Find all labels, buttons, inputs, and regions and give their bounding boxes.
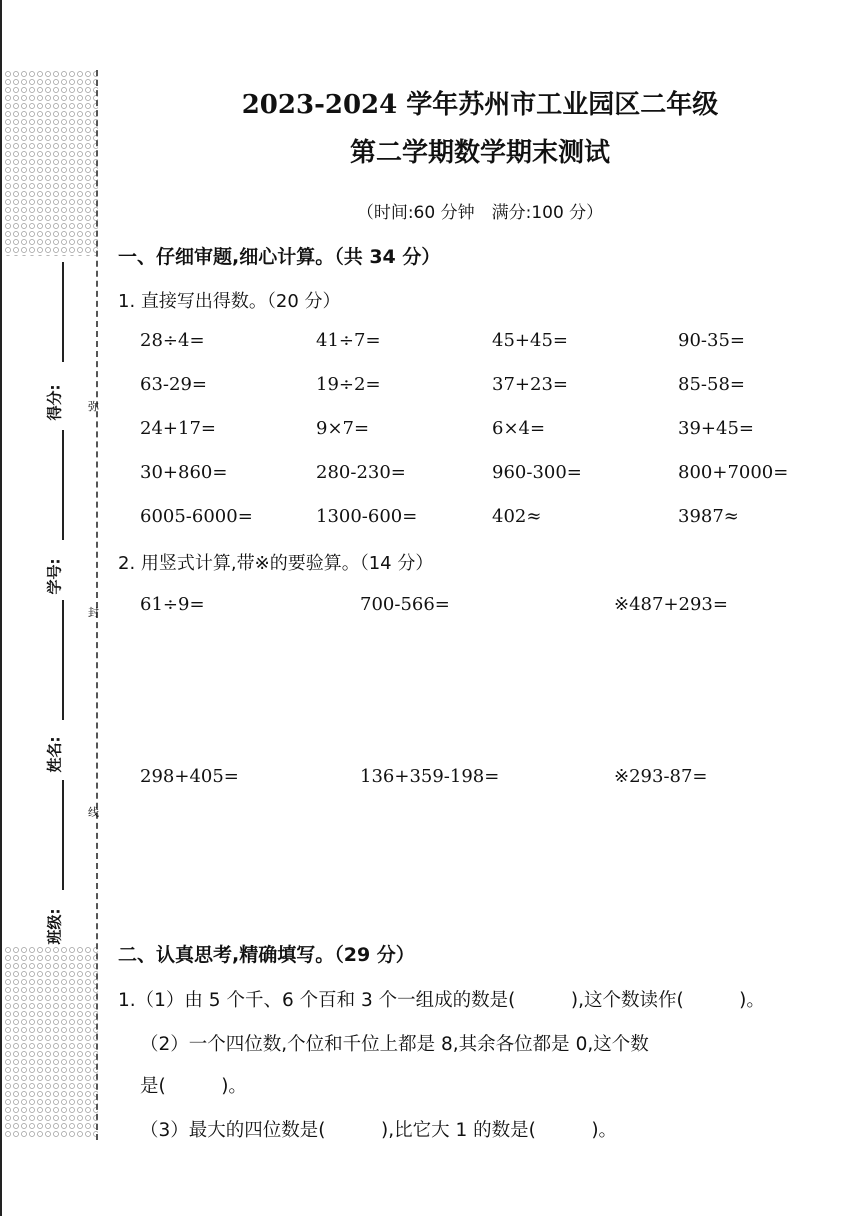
q1-label: 1. 直接写出得数。（20 分） [118,291,341,312]
left-border [0,0,2,1216]
class-label: 班级: [45,908,64,945]
q2-label: 2. 用竖式计算,带※的要验算。（14 分） [118,553,434,574]
seal-char-2: 封 [88,606,99,619]
fill-line-3: 是( )。 [140,1076,247,1097]
fill-line-4: （3）最大的四位数是( ),比它大 1 的数是( )。 [140,1120,618,1141]
id-label: 学号: [45,558,64,595]
name-label: 姓名: [45,736,64,773]
q1-problem: 28÷4= [140,330,205,351]
exam-title-line1: 2023-2024 学年苏州市工业园区二年级 [241,90,719,120]
q1-problem: 30+860= [140,462,228,483]
q2-problem: 136+359-198= [360,766,500,787]
id-line [62,430,64,540]
score-line [62,262,64,362]
q1-problem: 24+17= [140,418,216,439]
fill-line-1: 1.（1）由 5 个千、6 个百和 3 个一组成的数是( ),这个数读作( )。 [118,990,765,1011]
q1-problem: 3987≈ [678,506,739,527]
fill-line-2: （2）一个四位数,个位和千位上都是 8,其余各位都是 0,这个数 [140,1034,649,1055]
q1-problem: 37+23= [492,374,568,395]
q1-problem: 6005-6000= [140,506,253,527]
q1-problem: 800+7000= [678,462,789,483]
time-info: （时间:60 分钟 满分:100 分） [356,203,604,223]
q1-problem: 9×7= [316,418,370,439]
q1-problem: 6×4= [492,418,546,439]
margin-pattern-top [4,70,98,256]
name-line [62,600,64,720]
q2-problem: 61÷9= [140,594,205,615]
q2-problem: ※487+293= [614,594,728,615]
q1-problem: 63-29= [140,374,207,395]
score-label: 得分: [45,384,64,421]
exam-title-line2: 第二学期数学期末测试 [349,138,610,168]
margin-pattern-bottom [4,946,98,1138]
q1-problem: 90-35= [678,330,745,351]
class-line [62,780,64,890]
q1-problem: 41÷7= [316,330,381,351]
q1-problem: 402≈ [492,506,542,527]
q1-problem: 39+45= [678,418,754,439]
q1-problem: 960-300= [492,462,582,483]
q2-problem: 298+405= [140,766,239,787]
section1-heading: 一、仔细审题,细心计算。（共 34 分） [118,246,441,268]
q1-problem: 1300-600= [316,506,418,527]
q1-problem: 19÷2= [316,374,381,395]
section2-heading: 二、认真思考,精确填写。（29 分） [118,944,415,966]
q2-problem: ※293-87= [614,766,708,787]
q1-problem: 85-58= [678,374,745,395]
q2-problem: 700-566= [360,594,450,615]
q1-problem: 280-230= [316,462,406,483]
seal-char-3: 线 [88,806,99,819]
seal-char-1: 弥 [88,400,99,413]
q1-problem: 45+45= [492,330,568,351]
